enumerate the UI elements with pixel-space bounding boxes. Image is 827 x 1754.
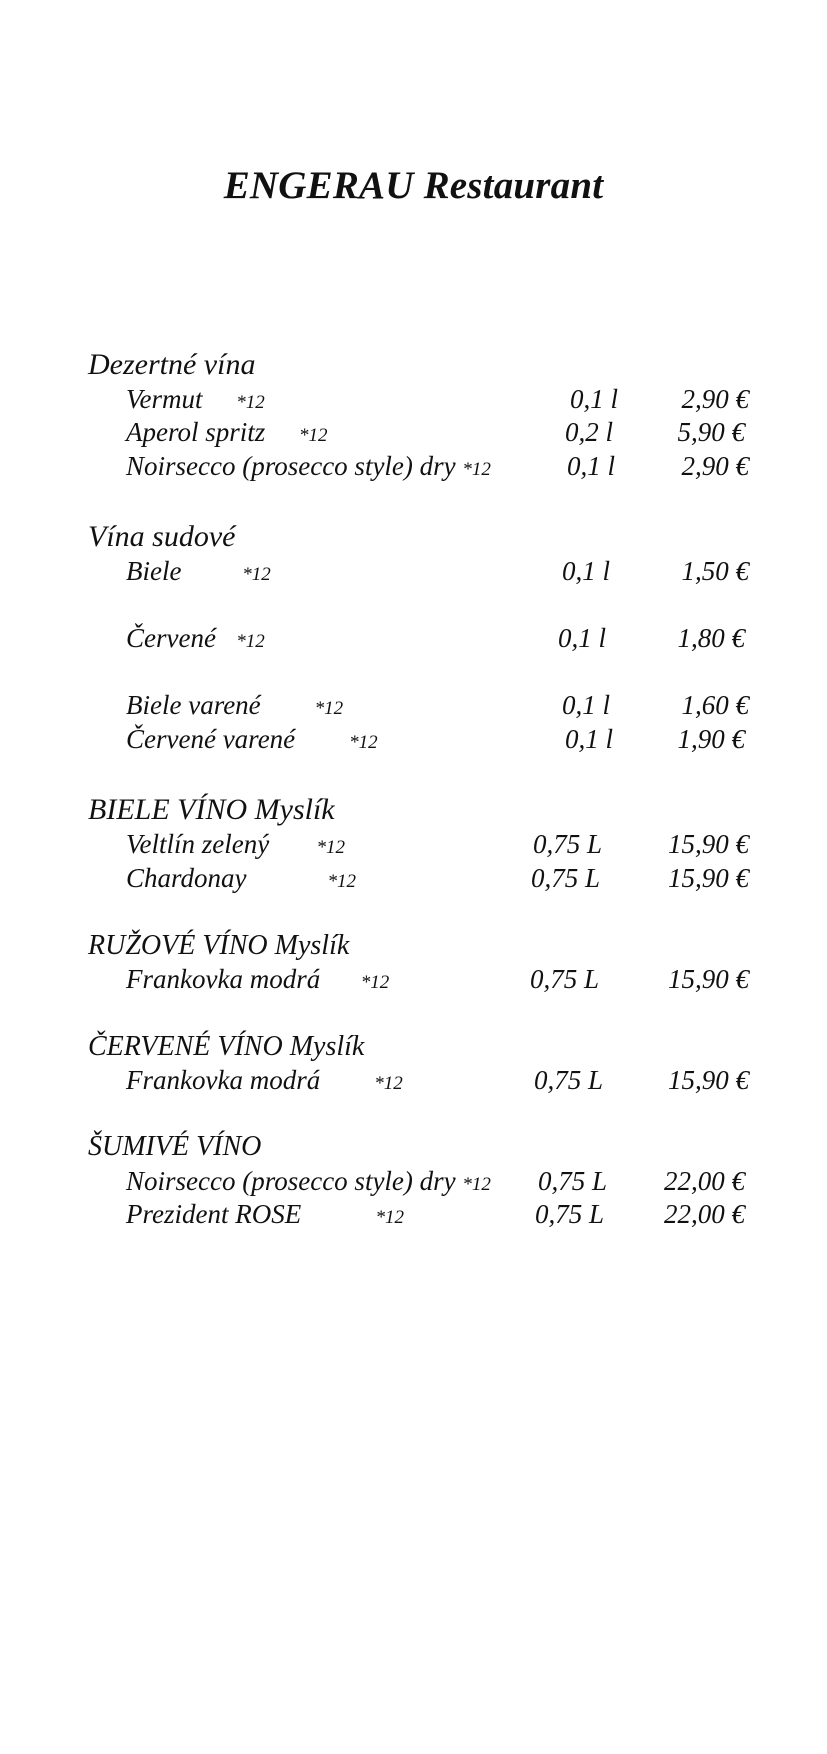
item-quantity: 0,1 l [567,451,616,481]
item-quantity: 0,1 l [562,556,611,586]
item-quantity: 0,75 L [538,1166,608,1196]
menu-item-row [0,386,827,418]
item-price: 15,90 € [668,863,749,893]
restaurant-title: ENGERAU Restaurant [223,164,604,207]
item-quantity: 0,1 l [558,623,607,653]
item-name: Noirsecco (prosecco style) dry *12 [126,1166,491,1196]
section-heading-rose-wine: RUŽOVÉ VÍNO Myslík [88,930,350,961]
item-note: *12 [360,972,390,993]
item-note: *12 [462,459,491,480]
section-heading-dessert-wines: Dezertné vína [88,348,256,381]
item-quantity: 0,1 l [562,690,611,720]
item-note: *12 [316,837,345,858]
item-name: Červené *12 [126,623,265,653]
item-price: 22,00 € [664,1199,745,1229]
menu-item-row [0,692,827,724]
item-note: *12 [327,871,356,892]
item-price: 15,90 € [668,964,749,994]
item-name: Prezident ROSE *12 [126,1199,404,1229]
item-name: Vermut *12 [126,384,265,414]
menu-item-row [0,831,827,863]
menu-item-row [0,625,827,657]
item-price: 1,50 € [681,556,749,586]
item-note: *12 [374,1073,403,1094]
item-note: *12 [236,392,265,413]
section-heading-sparkling-wine: ŠUMIVÉ VÍNO [88,1131,262,1162]
menu-item-row [0,1201,827,1233]
item-name: Frankovka modrá *12 [126,1065,403,1095]
item-note: *12 [462,1174,491,1195]
section-heading-red-wine: ČERVENÉ VÍNO Myslík [88,1031,365,1062]
item-quantity: 0,75 L [531,863,601,893]
item-name: Biele *12 [126,556,271,586]
menu-item-row [0,453,827,485]
item-name: Frankovka modrá *12 [126,964,390,994]
item-price: 15,90 € [668,829,749,859]
item-note: *12 [299,425,328,446]
menu-item-row [0,966,827,998]
menu-item-row [0,865,827,897]
item-price: 22,00 € [664,1166,745,1196]
item-note: *12 [314,698,344,719]
menu-item-row [0,1067,827,1099]
item-note: *12 [375,1207,404,1228]
menu-item-row [0,726,827,758]
item-quantity: 0,75 L [534,1065,604,1095]
item-name: Biele varené *12 [126,690,344,720]
item-name: Noirsecco (prosecco style) dry *12 [126,451,491,481]
item-price: 2,90 € [681,384,749,414]
item-quantity: 0,1 l [565,724,614,754]
menu-item-row [0,1168,827,1200]
item-quantity: 0,2 l [565,417,614,447]
item-name: Chardonay *12 [126,863,356,893]
item-quantity: 0,75 L [535,1199,605,1229]
item-price: 1,90 € [677,724,745,754]
menu-item-row [0,558,827,590]
item-name: Veltlín zelený *12 [126,829,345,859]
item-price: 1,60 € [681,690,749,720]
item-price: 2,90 € [681,451,749,481]
item-note: *12 [236,631,265,652]
section-heading-white-wine: BIELE VÍNO Myslík [88,793,335,826]
item-price: 5,90 € [677,417,745,447]
section-heading-draft-wines: Vína sudové [88,520,236,553]
item-note: *12 [242,564,271,585]
item-price: 1,80 € [677,623,745,653]
item-name: Červené varené *12 [126,724,378,754]
item-name: Aperol spritz *12 [126,417,328,447]
item-quantity: 0,75 L [533,829,603,859]
menu-item-row [0,419,827,451]
item-quantity: 0,75 L [530,964,600,994]
item-quantity: 0,1 l [570,384,619,414]
item-price: 15,90 € [668,1065,749,1095]
item-note: *12 [349,732,378,753]
